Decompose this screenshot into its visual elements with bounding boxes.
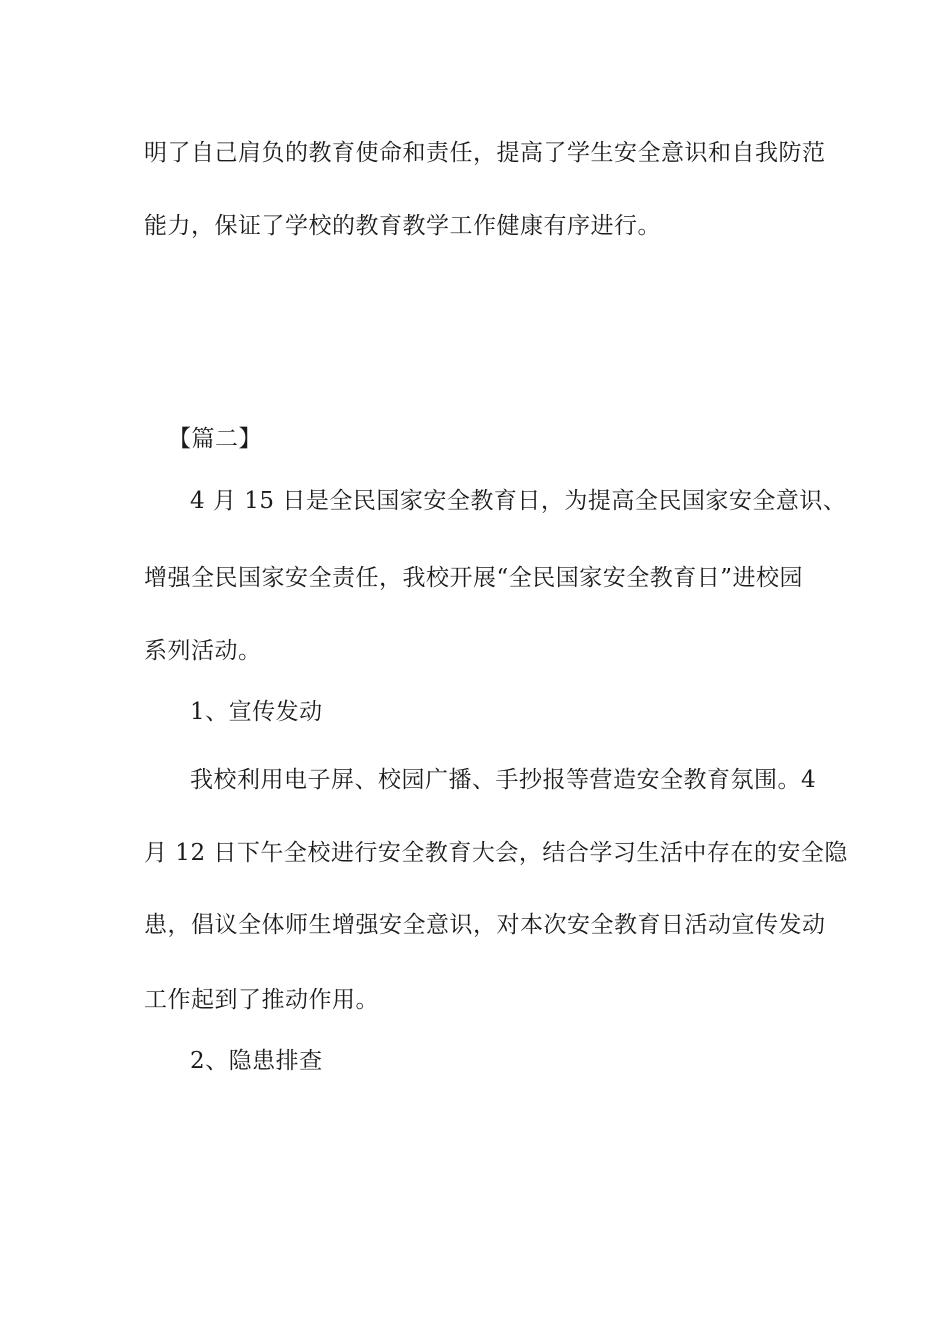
- paragraph-2-line-3: 系列活动。: [144, 638, 262, 664]
- paragraph-2-line-2: 增强全民国家安全责任，我校开展“全民国家安全教育日”进校园: [144, 565, 804, 591]
- paragraph-1-line-2: 能力，保证了学校的教育教学工作健康有序进行。: [144, 213, 661, 239]
- paragraph-3-line-2: 月 12 日下午全校进行安全教育大会，结合学习生活中存在的安全隐: [144, 840, 848, 866]
- paragraph-3-line-4: 工作起到了推动作用。: [144, 987, 379, 1013]
- paragraph-2-line-1: 4 月 15 日是全民国家安全教育日，为提高全民国家安全意识、: [190, 488, 847, 514]
- item-1-heading: 1、宣传发动: [190, 699, 323, 725]
- paragraph-3-line-1: 我校利用电子屏、校园广播、手抄报等营造安全教育氛围。4: [190, 767, 817, 793]
- section-title: 【篇二】: [168, 426, 262, 452]
- paragraph-3-line-3: 患，倡议全体师生增强安全意识，对本次安全教育日活动宣传发动: [144, 912, 826, 938]
- paragraph-1-line-1: 明了自己肩负的教育使命和责任，提高了学生安全意识和自我防范: [144, 140, 826, 166]
- item-2-heading: 2、隐患排查: [190, 1048, 323, 1074]
